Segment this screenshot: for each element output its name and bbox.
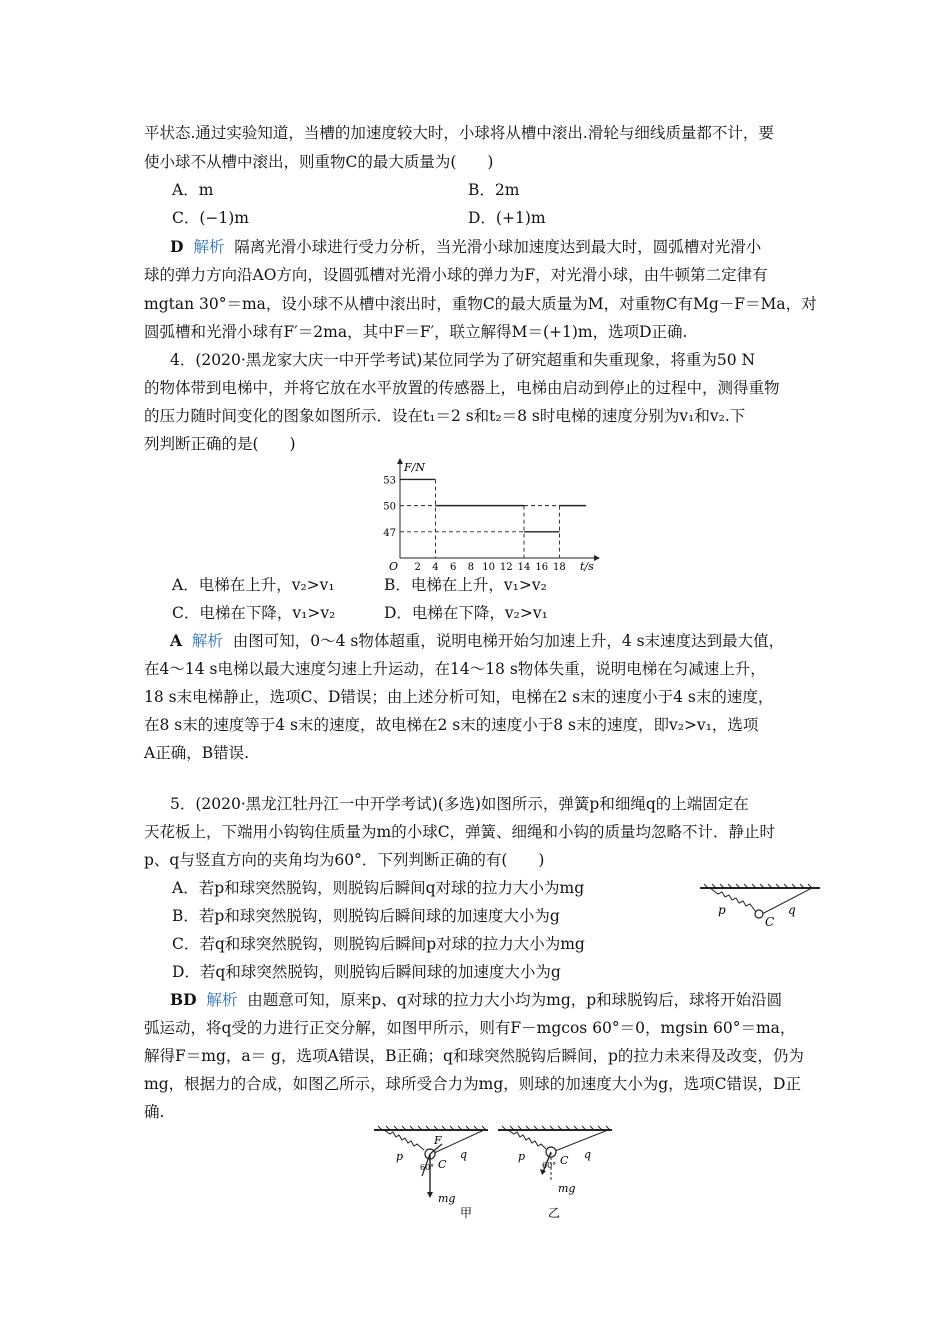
q5-stem-line-3: p、q与竖直方向的夹角均为60°．下列判断正确的有( ): [144, 851, 545, 869]
figure-jia: [372, 1124, 492, 1220]
x-tick-label: 10: [482, 562, 495, 573]
x-tick-label: 6: [449, 562, 457, 573]
jia-label-f: F: [434, 1134, 442, 1147]
q4-analysis-label: 解析: [191, 632, 223, 650]
jia-label-angle: 60°: [420, 1163, 435, 1172]
q5-stem-line-1: 5．(2020·黑龙江牡丹江一中开学考试)(多选)如图所示，弹簧p和细绳q的上端固定在: [170, 795, 749, 813]
spring-rope-ball-figure: [696, 880, 826, 930]
x-tick-label: 12: [499, 562, 513, 573]
q3-option-d: D．(+1)m: [468, 209, 546, 227]
q5-analysis-line-4: mg，根据力的合成，如图乙所示，球所受合力为mg，则球的加速度大小为g，选项C错误，D正: [144, 1075, 801, 1093]
q3-analysis-line-3: mgtan 30°＝ma，设小球不从槽中滚出时，重物C的最大质量为M，对重物C有Mg－F＝Ma，对: [144, 295, 817, 313]
q4-analysis-line-5: A正确，B错误.: [144, 744, 250, 762]
x-tick-label: 16: [535, 562, 549, 573]
y-axis-arrow: [397, 458, 403, 464]
jia-label-c: C: [438, 1158, 447, 1171]
figure-yi: [496, 1124, 616, 1220]
y-tick-label: 47: [383, 527, 396, 539]
q3-analysis-line-2: 球的弹力方向沿AO方向，设圆弧槽对光滑小球的弹力为F，对光滑小球，由牛顿第二定律有: [144, 266, 768, 284]
q5-analysis-line-2: 弧运动，将q受的力进行正交分解，如图甲所示，则有F－mgcos 60°＝0，mgsin 60°＝ma，: [144, 1019, 796, 1037]
x-tick-label: 18: [553, 562, 566, 573]
q5-analysis-text: 由题意可知，原来p、q对球的拉力大小均为mg，p和球脱钩后，球将开始沿圆: [247, 991, 783, 1009]
jia-label-p: p: [396, 1150, 404, 1163]
q5-analysis-label: 解析: [206, 991, 238, 1009]
y-tick-label: 50: [383, 501, 396, 513]
q4-analysis-line-1: [170, 631, 784, 651]
y-tick-label: 53: [383, 475, 396, 487]
q5-answer: BD: [170, 990, 197, 1009]
y-axis-label: F/N: [404, 461, 425, 474]
x-tick-label: 4: [432, 562, 439, 573]
q4-option-a: A．电梯在上升，v₂>v₁: [172, 576, 335, 594]
q4-stem-line-3: 的压力随时间变化的图象如图所示．设在t₁＝2 s和t₂＝8 s时电梯的速度分别为v₁和v₂.下: [144, 407, 746, 425]
q5-analysis-line-3: 解得F＝mg，a＝ g，选项A错误，B正确；q和球突然脱钩后瞬间，p的拉力未来得及改变，仍为: [144, 1047, 804, 1065]
x-tick-label: 2: [414, 562, 421, 573]
q4-stem-line-2: 的物体带到电梯中，并将它放在水平放置的传感器上，电梯由启动到停止的过程中，测得重物: [144, 379, 780, 397]
q5-analysis-line-1: [170, 990, 782, 1010]
q4-option-d: D．电梯在下降，v₂>v₁: [384, 604, 548, 622]
yi-label-angle: 60°: [542, 1161, 557, 1170]
fig-label-p: p: [718, 903, 726, 917]
q5-option-d: D．若q和球突然脱钩，则脱钩后瞬间球的加速度大小为g: [172, 963, 561, 981]
x-tick-label: 8: [467, 562, 475, 573]
yi-label-mg: mg: [558, 1182, 576, 1195]
x-axis-label: t/s: [580, 560, 594, 573]
q3-analysis-label: 解析: [193, 238, 225, 256]
q3-option-b: B．2m: [468, 181, 520, 199]
jia-label-mg: mg: [438, 1192, 456, 1205]
fig-label-c: C: [765, 915, 775, 929]
q5-option-c: C．若q和球突然脱钩，则脱钩后瞬间p对球的拉力大小为mg: [172, 935, 585, 953]
yi-label-p: p: [518, 1150, 526, 1163]
x-axis-arrow: [594, 555, 600, 561]
q4-analysis-text: 由图可知，0～4 s物体超重，说明电梯开始匀加速上升，4 s末速度达到最大值，: [232, 632, 785, 650]
q4-analysis-line-4: 在8 s末的速度等于4 s末的速度，故电梯在2 s末的速度小于8 s末的速度，即v₂>v₁，选项: [144, 716, 759, 734]
yi-caption: 乙: [548, 1206, 561, 1220]
q3-stem-line-2: 使小球不从槽中滚出，则重物C的最大质量为( ): [144, 153, 494, 171]
q3-option-a: A．m: [172, 181, 214, 199]
q5-stem-line-2: 天花板上，下端用小钩钩住质量为m的小球C，弹簧、细绳和小钩的质量均忽略不计．静止时: [144, 823, 776, 841]
yi-label-q: q: [584, 1148, 592, 1161]
force-time-chart: [362, 458, 602, 573]
q4-stem-line-4: 列判断正确的是( ): [144, 435, 296, 453]
q3-answer: D: [170, 237, 184, 256]
q3-option-c: C．(−1)m: [172, 209, 250, 227]
q3-analysis-line-1: [170, 237, 761, 257]
q3-analysis-line-4: 圆弧槽和光滑小球有F′＝2ma，其中F＝F′，联立解得M＝(+1)m，选项D正确.: [144, 323, 688, 341]
q5-option-b: B．若p和球突然脱钩，则脱钩后瞬间球的加速度大小为g: [172, 907, 560, 925]
origin-label: O: [389, 560, 399, 573]
x-tick-label: 14: [517, 562, 531, 573]
q3-analysis-text: 隔离光滑小球进行受力分析，当光滑小球加速度达到最大时，圆弧槽对光滑小: [234, 238, 762, 256]
fig-label-q: q: [788, 903, 796, 917]
jia-label-q: q: [460, 1148, 468, 1161]
q4-option-c: C．电梯在下降，v₁>v₂: [172, 604, 336, 622]
q4-analysis-line-3: 18 s末电梯静止，选项C、D错误；由上述分析可知，电梯在2 s末的速度小于4 s末的速度，: [144, 688, 774, 706]
q3-stem-line-1: 平状态.通过实验知道，当槽的加速度较大时，小球将从槽中滚出.滑轮与细线质量都不计，要: [144, 124, 774, 142]
yi-label-c: C: [560, 1154, 569, 1167]
q4-option-b: B．电梯在上升，v₁>v₂: [384, 576, 547, 594]
jia-caption: 甲: [460, 1206, 473, 1220]
q4-stem-line-1: 4．(2020·黑龙家大庆一中开学考试)某位同学为了研究超重和失重现象，将重为50 N: [170, 351, 756, 369]
q4-answer: A: [170, 631, 183, 650]
q4-analysis-line-2: 在4～14 s电梯以最大速度匀速上升运动，在14～18 s物体失重，说明电梯在匀减速上升，: [144, 660, 766, 678]
q5-option-a: A．若p和球突然脱钩，则脱钩后瞬间q对球的拉力大小为mg: [172, 879, 585, 897]
q5-analysis-line-5: 确.: [144, 1103, 165, 1121]
